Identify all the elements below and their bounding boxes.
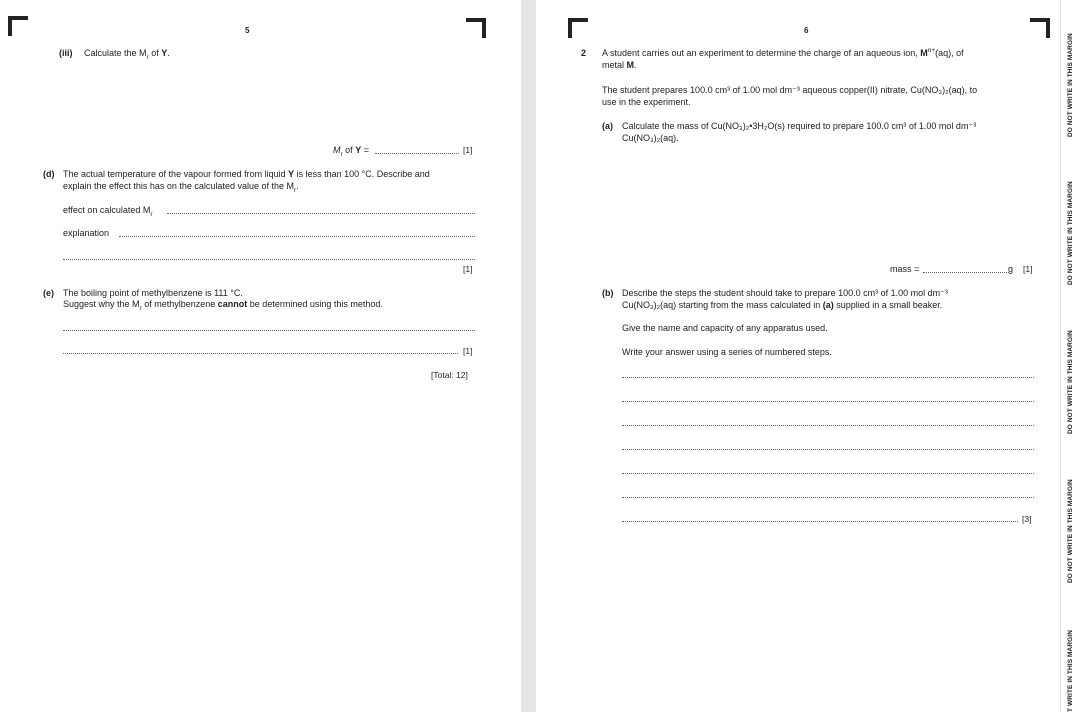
mass-answer-line[interactable] xyxy=(923,272,1009,273)
effect-answer-line[interactable] xyxy=(167,213,475,214)
mr-answer-line[interactable] xyxy=(375,153,459,154)
effect-label: effect on calculated $M_r$ xyxy=(63,205,153,218)
question-b-line2: Cu(NO₃)₂(aq) starting from the mass calculated in (a) supplied in a small beaker. xyxy=(622,300,943,310)
question-label-a: (a) xyxy=(602,121,613,131)
page-number: 5 xyxy=(245,26,250,35)
crop-mark-top-right xyxy=(466,18,486,38)
b-answer-line-3[interactable] xyxy=(622,425,1034,426)
crop-mark-top-left xyxy=(8,16,28,36)
question-d-line2: explain the effect this has on the calculated value of the $M_r$. xyxy=(63,181,299,194)
mass-answer-label: mass = xyxy=(890,264,920,274)
margin-warning-4: DO NOT WRITE IN THIS MARGIN xyxy=(1067,479,1074,583)
question-b-line1: Describe the steps the student should take to prepare 100.0 cm³ of 1.00 mol dm⁻³ xyxy=(622,288,948,298)
question-iii-text: Calculate the $M_r$ of Y. xyxy=(84,48,170,61)
mark-d: [1] xyxy=(463,264,473,274)
b-answer-line-1[interactable] xyxy=(622,377,1034,378)
question-2-line1: A student carries out an experiment to determine the charge of an aqueous ion, $M^{n+}(aq)$, of xyxy=(602,47,964,58)
question-label-b: (b) xyxy=(602,288,614,298)
margin-warning-5: T WRITE IN THIS MARGIN xyxy=(1067,630,1074,712)
margin-strip xyxy=(1060,0,1080,712)
mark-iii: [1] xyxy=(463,145,473,155)
question-e-line1: The boiling point of methylbenzene is 111 °C. xyxy=(63,288,243,298)
mark-a: [1] xyxy=(1023,264,1033,274)
question-label-iii: (iii) xyxy=(59,48,73,58)
margin-warning-2: DO NOT WRITE IN THIS MARGIN xyxy=(1067,181,1074,285)
question-2-line2: metal M. xyxy=(602,60,637,70)
question-label-e: (e) xyxy=(43,288,54,298)
explanation-answer-line-2[interactable] xyxy=(63,259,475,260)
b-answer-line-5[interactable] xyxy=(622,473,1034,474)
mark-b: [3] xyxy=(1022,514,1032,524)
page-number: 6 xyxy=(804,26,809,35)
b-answer-line-2[interactable] xyxy=(622,401,1034,402)
total-marks: [Total: 12] xyxy=(431,370,468,380)
left-page xyxy=(0,0,521,712)
e-answer-line-2[interactable] xyxy=(63,353,458,354)
b-answer-line-6[interactable] xyxy=(622,497,1034,498)
mass-unit: g xyxy=(1008,264,1014,274)
question-a-line2: Cu(NO₃)₂(aq). xyxy=(622,133,679,143)
explanation-answer-line-1[interactable] xyxy=(119,236,475,237)
explanation-label: explanation xyxy=(63,228,110,238)
question-label-d: (d) xyxy=(43,169,55,179)
e-answer-line-1[interactable] xyxy=(63,330,475,331)
question-b-instruction-apparatus: Give the name and capacity of any apparatus used. xyxy=(622,323,828,333)
question-e-line2: Suggest why the $M_r$ of methylbenzene cannot be determined using this method. xyxy=(63,299,383,312)
preparation-line1: The student prepares 100.0 cm³ of 1.00 mol dm⁻³ aqueous copper(II) nitrate, Cu(NO₃)₂(aq), to xyxy=(602,85,978,95)
margin-warning-1: DO NOT WRITE IN THIS MARGIN xyxy=(1067,33,1074,137)
mr-answer-label: $M_r$ of Y = xyxy=(333,145,369,158)
question-number-2: 2 xyxy=(581,48,587,58)
question-d-line1: The actual temperature of the vapour formed from liquid Y is less than 100 °C. Describe and xyxy=(63,169,430,179)
question-b-instruction-steps: Write your answer using a series of numbered steps. xyxy=(622,347,832,357)
mark-e: [1] xyxy=(463,346,473,356)
right-page xyxy=(536,0,1080,712)
crop-mark-top-right xyxy=(1030,18,1050,38)
margin-warning-3: DO NOT WRITE IN THIS MARGIN xyxy=(1067,330,1074,434)
crop-mark-top-left xyxy=(568,18,588,38)
b-answer-line-4[interactable] xyxy=(622,449,1034,450)
question-a-line1: Calculate the mass of Cu(NO₃)₂•3H₂O(s) required to prepare 100.0 cm³ of 1.00 mol dm⁻³ xyxy=(622,121,977,131)
preparation-line2: use in the experiment. xyxy=(602,97,691,107)
b-answer-line-7[interactable] xyxy=(622,521,1018,522)
